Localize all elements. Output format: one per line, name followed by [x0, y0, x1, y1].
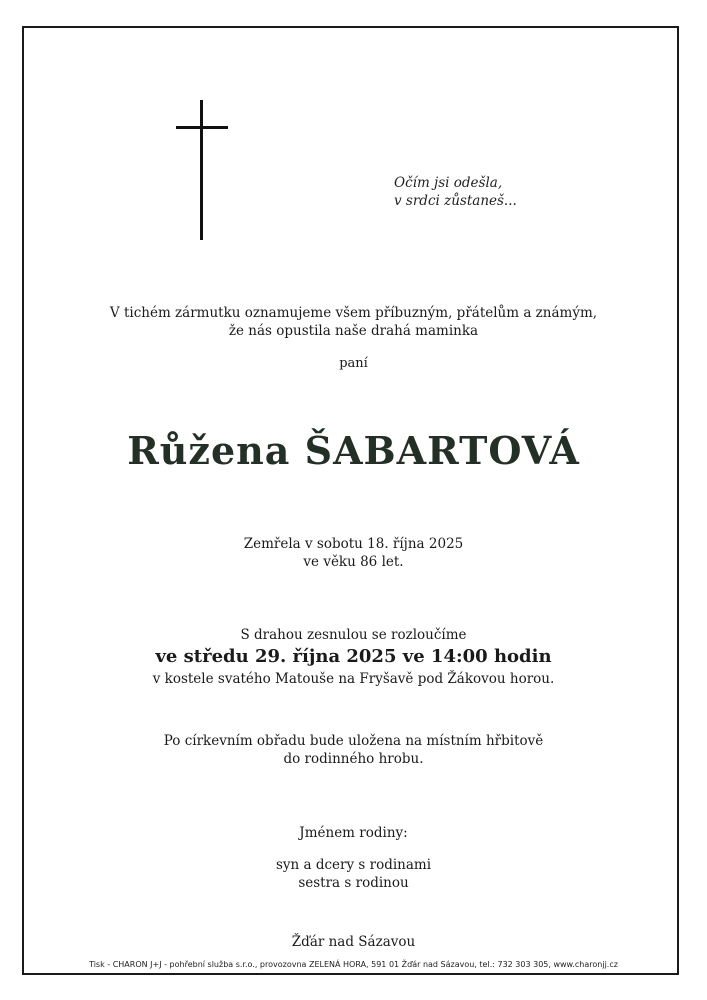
announcement-intro	[0, 304, 707, 340]
farewell-place: v kostele svatého Matouše na Fryšavě pod Žákovou horou.	[152, 671, 555, 687]
printer-footer: Tisk - CHARON J+J - pohřební služba s.r.o., provozovna ZELENÁ HORA, 591 01 Žďár nad Sázavou, tel.: 732 303 305, www.charonjj.cz	[89, 960, 618, 969]
honorific: paní	[339, 356, 368, 371]
burial-info	[0, 732, 707, 768]
death-info	[0, 535, 707, 571]
cross-icon	[176, 100, 228, 240]
motto-line-2: v srdci zůstaneš...	[394, 193, 517, 209]
family-label: Jménem rodiny:	[299, 825, 408, 841]
burial-line-1: Po církevním obřadu bude uložena na místním hřbitově	[163, 733, 544, 749]
motto-line-1: Očím jsi odešla,	[394, 175, 503, 191]
family-member: sestra s rodinou	[298, 875, 409, 891]
town	[0, 933, 707, 951]
farewell-intro: S drahou zesnulou se rozloučíme	[240, 627, 467, 643]
family-member: syn a dcery s rodinami	[275, 857, 432, 873]
death-date: Zemřela v sobotu 18. října 2025	[243, 536, 464, 552]
farewell-datetime: ve středu 29. října 2025 ve 14:00 hodin	[155, 646, 552, 667]
motto	[394, 174, 517, 210]
intro-line-2: že nás opustila naše drahá maminka	[228, 323, 479, 339]
farewell-info	[0, 626, 707, 688]
family-signature	[0, 824, 707, 892]
death-age: ve věku 86 let.	[303, 554, 404, 570]
deceased-name: Růžena ŠABARTOVÁ	[127, 428, 580, 473]
burial-line-2: do rodinného hrobu.	[283, 751, 424, 767]
intro-line-1: V tichém zármutku oznamujeme všem příbuzným, přátelům a známým,	[109, 305, 598, 321]
town-name: Žďár nad Sázavou	[291, 934, 416, 950]
